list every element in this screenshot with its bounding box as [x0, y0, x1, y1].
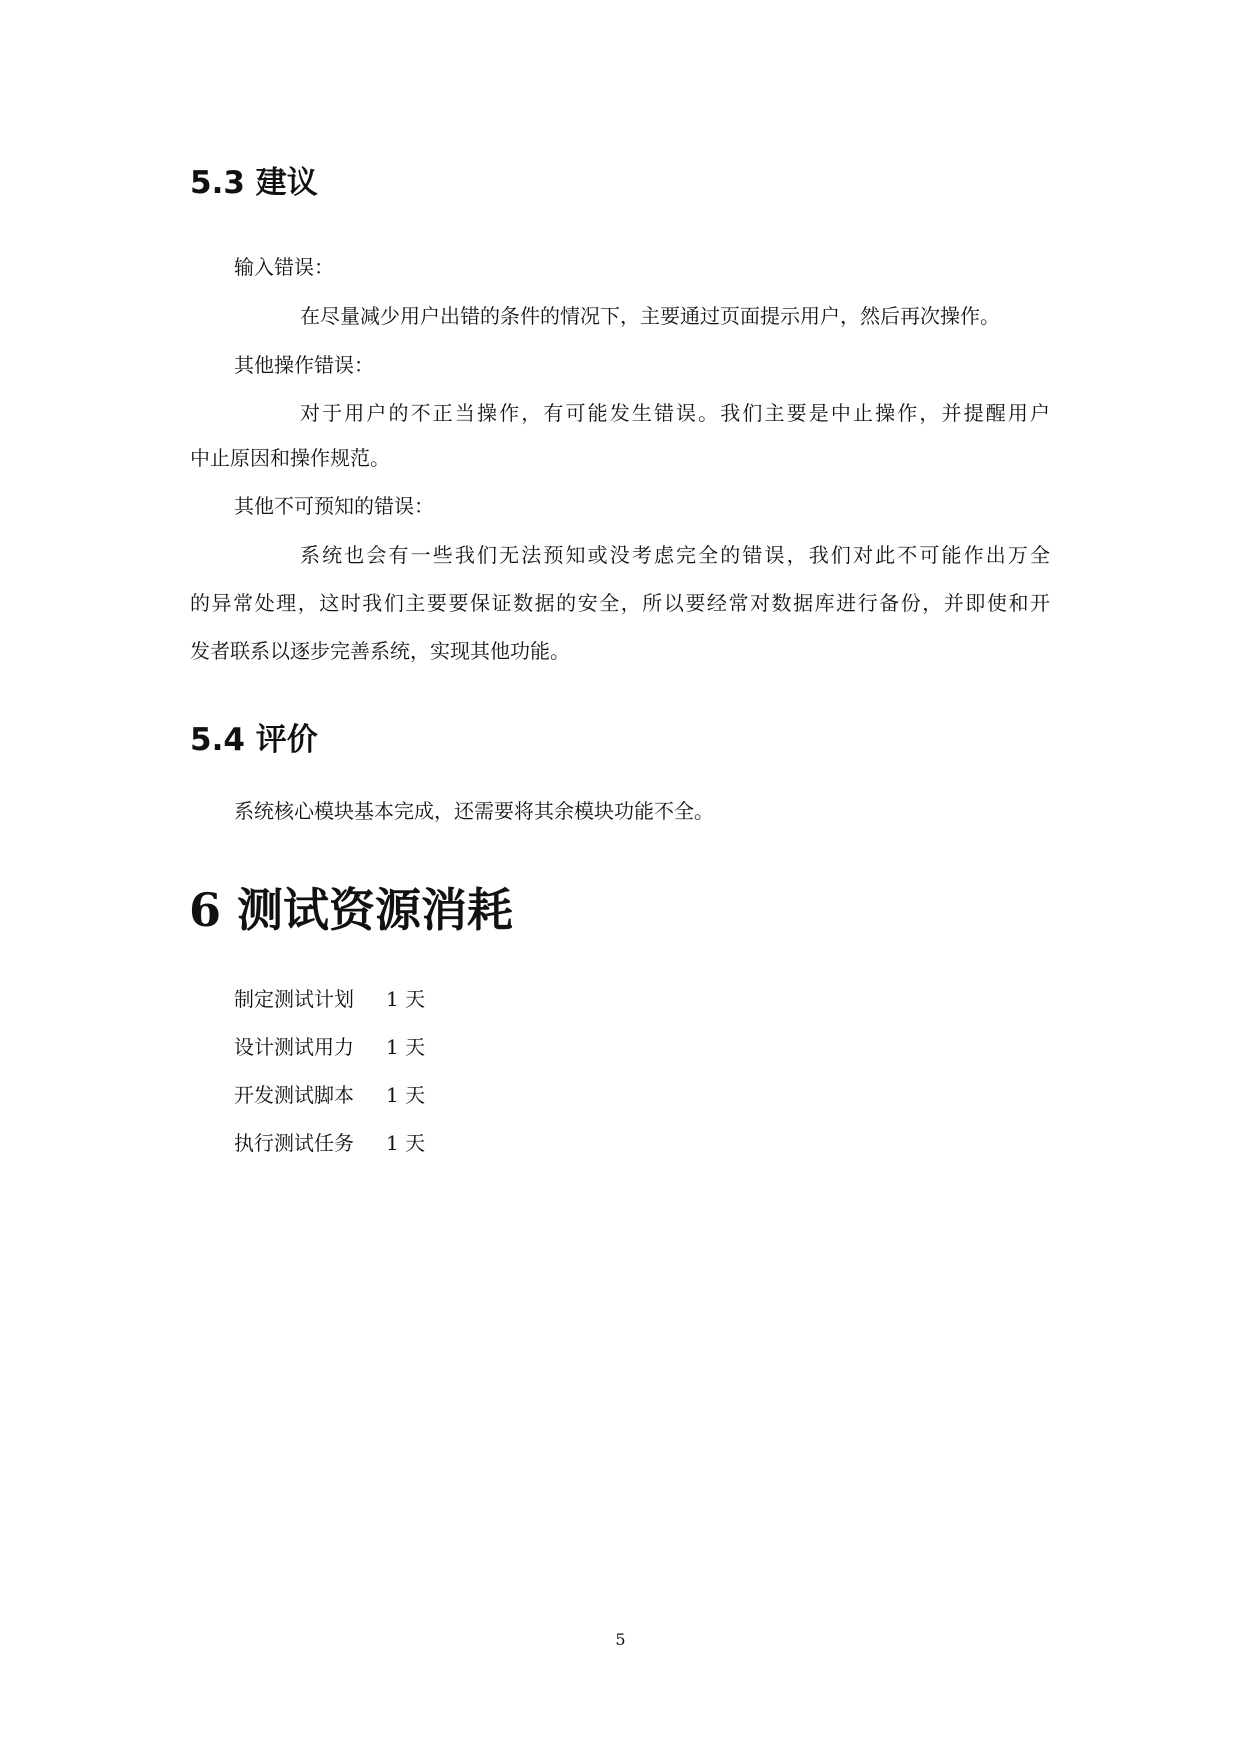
resource-days: 1 天 — [386, 1083, 426, 1107]
unforeseen-error-line-3: 发者联系以逐步完善系统，实现其他功能。 — [190, 639, 570, 663]
resource-days: 1 天 — [386, 987, 426, 1011]
resource-row — [234, 1080, 425, 1110]
other-operation-error-label: 其他操作错误： — [234, 353, 374, 377]
unforeseen-error-line-1: 系统也会有一些我们无法预知或没考虑完全的错误，我们对此不可能作出万全 — [300, 543, 1050, 567]
section-6-heading: 6 测试资源消耗 — [189, 883, 514, 937]
input-error-text: 在尽量减少用户出错的条件的情况下，主要通过页面提示用户，然后再次操作。 — [300, 304, 1000, 328]
resource-task: 设计测试用力 — [234, 1035, 354, 1059]
input-error-label: 输入错误： — [234, 255, 334, 279]
resource-task: 执行测试任务 — [234, 1131, 354, 1155]
resource-row — [234, 984, 425, 1014]
other-operation-error-line-1: 对于用户的不正当操作，有可能发生错误。我们主要是中止操作，并提醒用户 — [300, 401, 1050, 425]
resource-days: 1 天 — [386, 1035, 426, 1059]
resource-days: 1 天 — [386, 1131, 426, 1155]
unforeseen-error-label: 其他不可预知的错误： — [234, 494, 434, 518]
section-5-4-heading: 5.4 评价 — [190, 722, 318, 758]
section-5-3-heading: 5.3 建议 — [190, 165, 318, 201]
resource-row — [234, 1032, 425, 1062]
resource-task: 开发测试脚本 — [234, 1083, 354, 1107]
resource-row — [234, 1128, 425, 1158]
other-operation-error-line-2: 中止原因和操作规范。 — [190, 446, 390, 470]
evaluation-text: 系统核心模块基本完成，还需要将其余模块功能不全。 — [234, 799, 714, 823]
resource-task: 制定测试计划 — [234, 987, 354, 1011]
page-number: 5 — [615, 1630, 626, 1649]
unforeseen-error-line-2: 的异常处理，这时我们主要要保证数据的安全，所以要经常对数据库进行备份，并即使和开 — [190, 591, 1050, 615]
